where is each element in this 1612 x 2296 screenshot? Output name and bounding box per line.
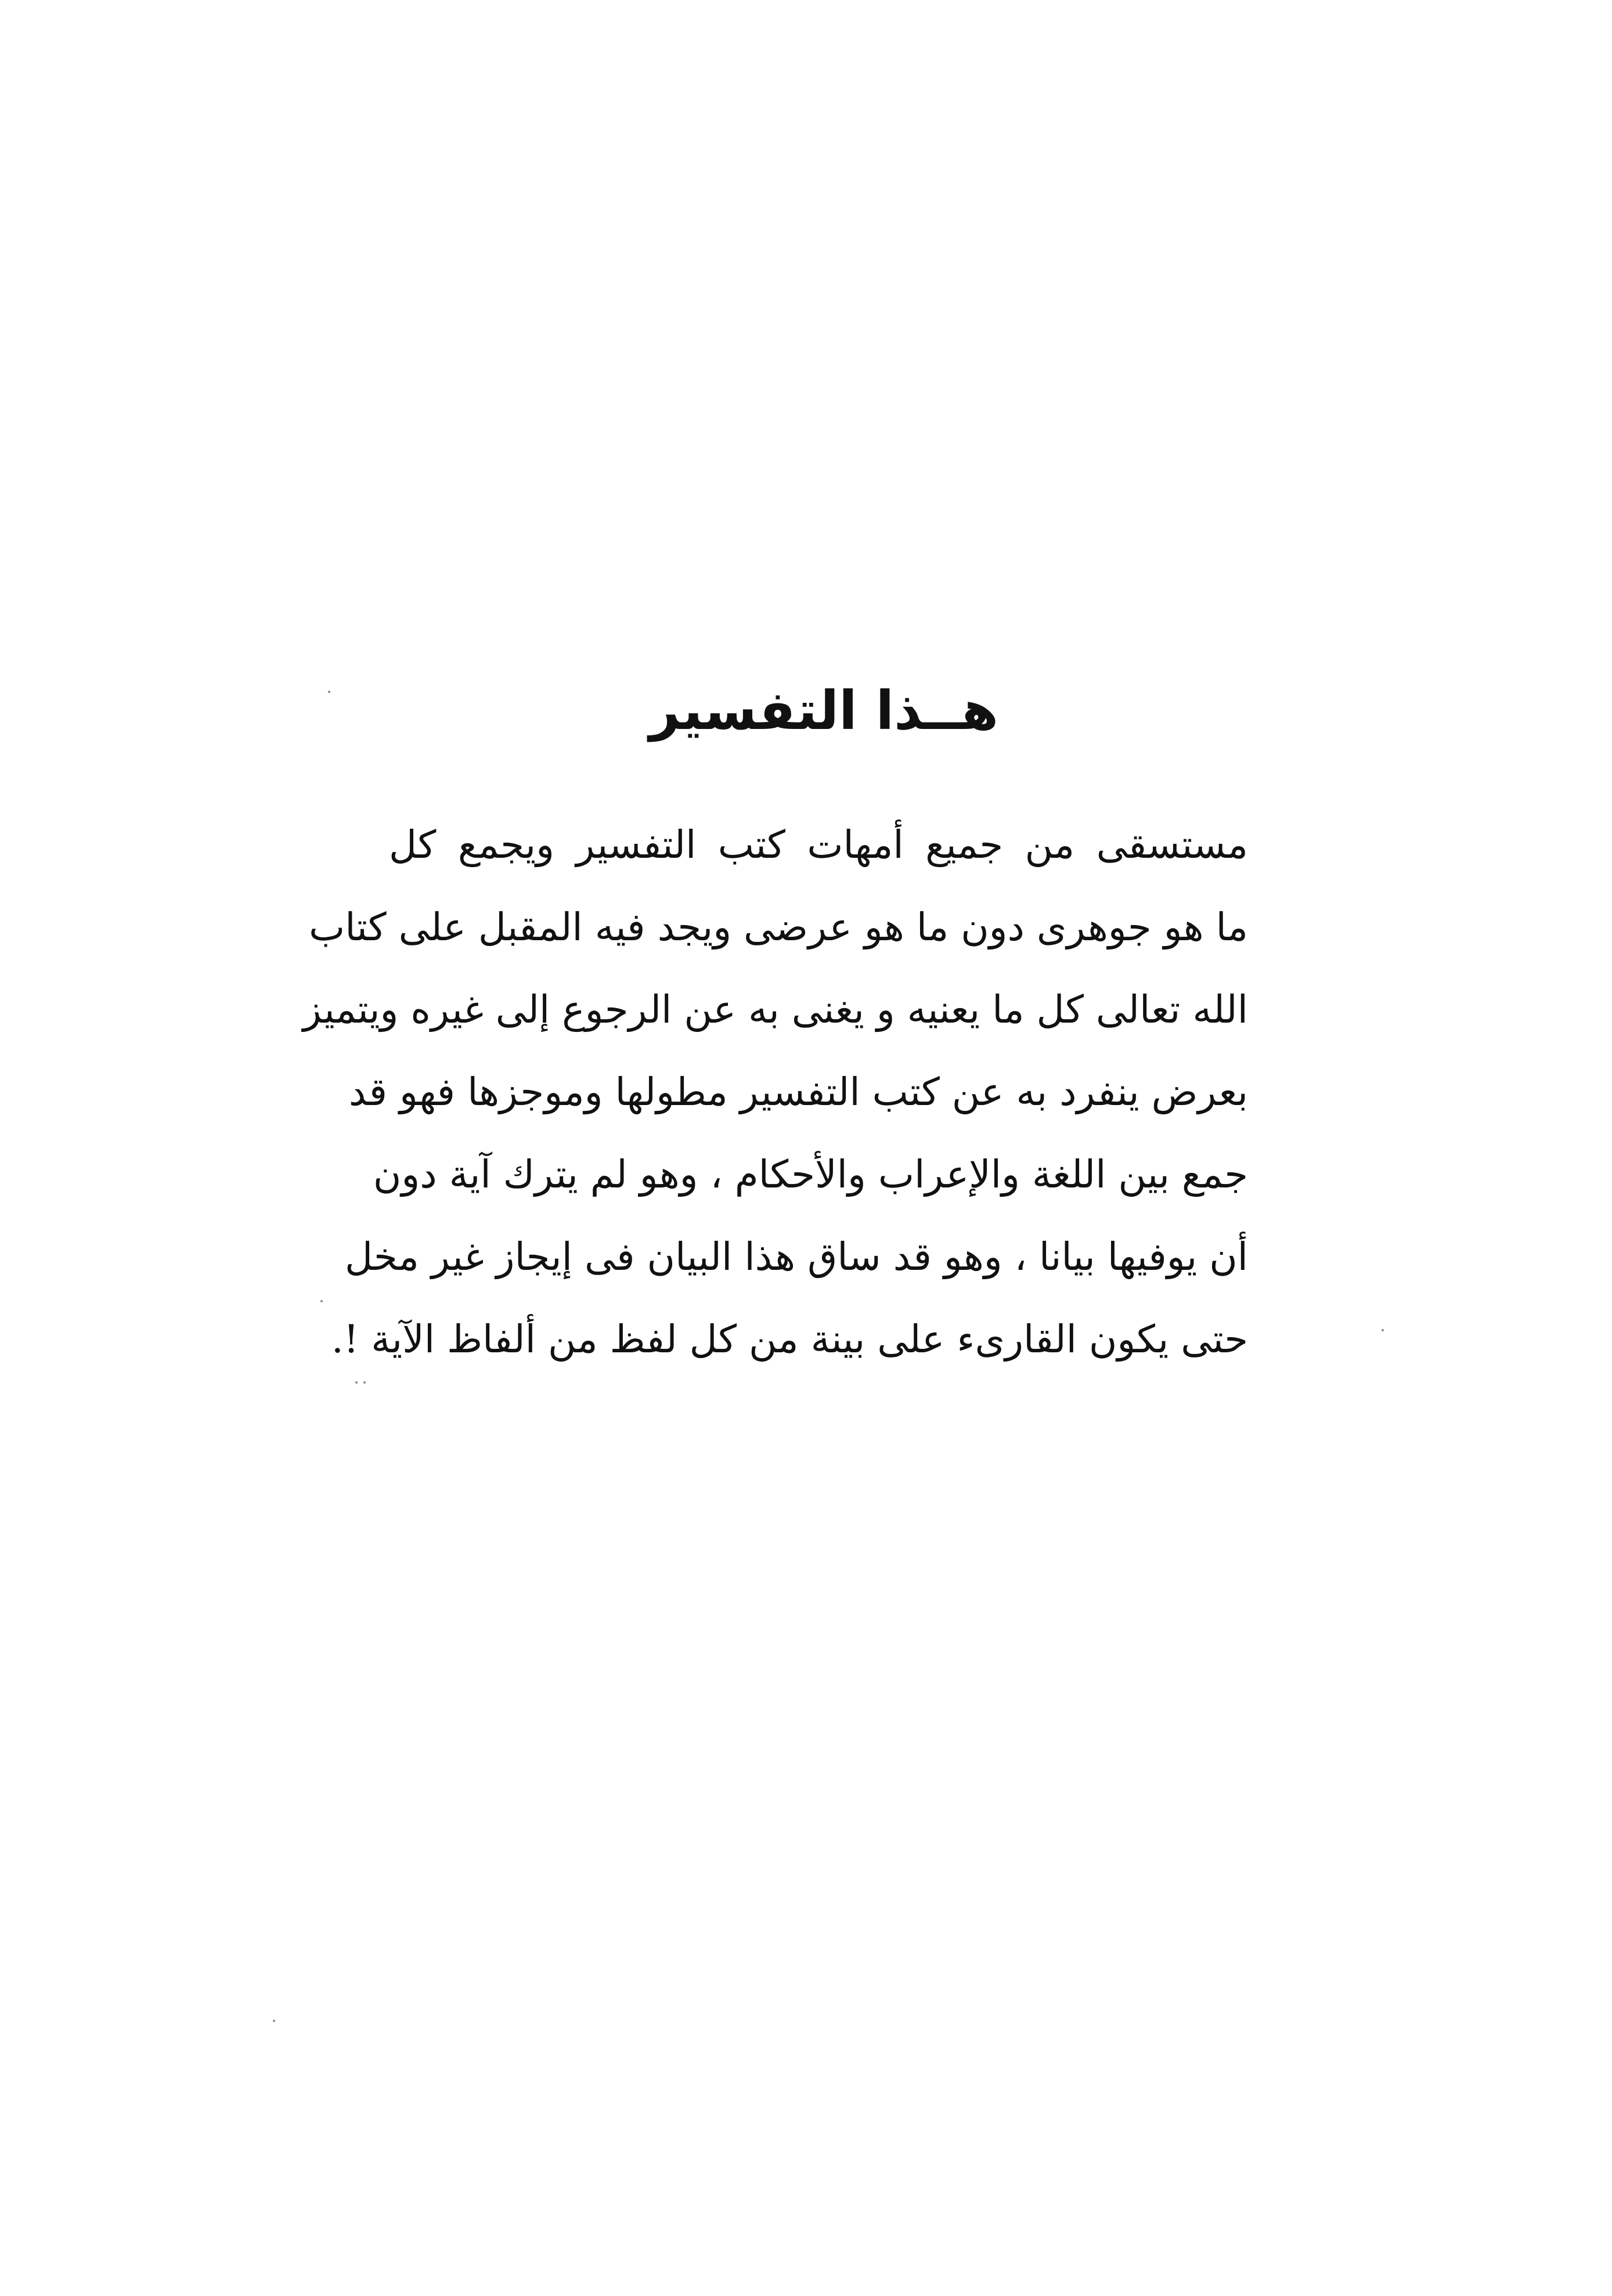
paragraph-line: بعرض ينفرد به عن كتب التفسير مطولها وموجزها فهو قد <box>348 1070 1248 1114</box>
paragraph-line: الله تعالى كل ما يعنيه و يغنى به عن الرجوع إلى غيره ويتميز <box>302 987 1248 1032</box>
scan-speck <box>1382 1329 1384 1331</box>
paragraph-line: ما هو جوهرى دون ما هو عرضى ويجد فيه المقبل على كتاب <box>309 905 1248 950</box>
scan-speck <box>328 691 330 693</box>
page-title: هــذا التفسير <box>649 680 998 742</box>
scan-speck <box>355 1381 358 1384</box>
scan-speck <box>273 2020 275 2022</box>
scan-speck <box>363 1381 366 1384</box>
body-paragraph <box>302 804 1249 1381</box>
paragraph-line: مستسقى من جميع أمهات كتب التفسير ويجمع كل <box>389 822 1249 867</box>
paragraph-line: أن يوفيها بيانا ، وهو قد ساق هذا البيان فى إيجاز غير مخل <box>344 1234 1248 1279</box>
paragraph-line: جمع بين اللغة والإعراب والأحكام ، وهو لم يترك آية دون <box>373 1152 1248 1197</box>
paragraph-line: حتى يكون القارىء على بينة من كل لفظ من ألفاظ الآية !. <box>331 1317 1248 1362</box>
scan-speck <box>320 1300 323 1302</box>
